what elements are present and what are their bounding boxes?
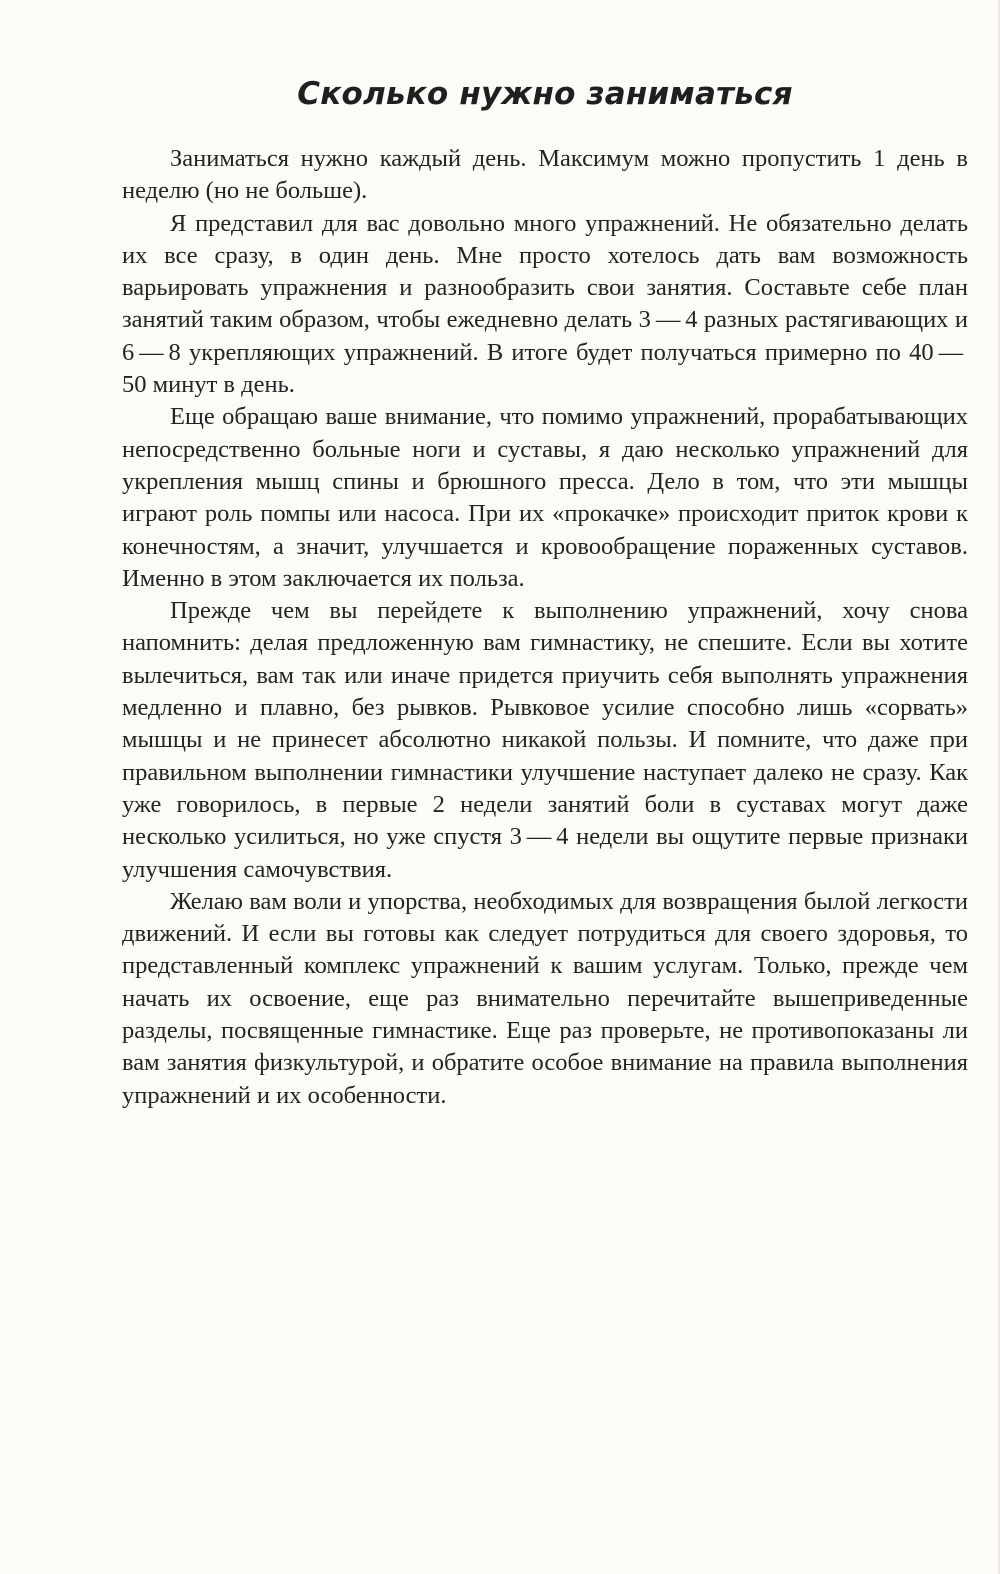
paragraph-5: Желаю вам воли и упорства, необходимых для возвращения былой легкости движений. И если вы готовы как следует потрудиться для своего здоровья, то представленный комплекс упражнений к вашим услугам. Только, прежде чем начать их освоение, еще раз внимательно перечитайте вышеприведенные разделы, посвященные гимнастике. Еще раз проверьте, не противопоказаны ли вам занятия физкультурой, и обратите особое внимание на правила выполнения упражнений и их особенности. [122, 887, 968, 1109]
paragraph-2: Я представил для вас довольно много упражнений. Не обязательно делать их все сразу, в один день. Мне просто хотелось дать вам возможность варьировать упражнения и разнообразить свои занятия. Составьте себе план занятий таким образом, чтобы ежедневно делать 3 — 4 разных растягивающих и 6 — 8 укрепляющих упражнений. В итоге будет получаться примерно по 40 — 50 минут в день. [122, 209, 968, 399]
paragraph-3: Еще обращаю ваше внимание, что помимо упражнений, прорабатывающих непосредственно больные ноги и суставы, я даю несколько упражнений для укрепления мышц спины и брюшного пресса. Дело в том, что эти мышцы играют роль помпы или насоса. При их «прокачке» происходит приток крови к конечностям, а значит, улучшается и кровообращение пораженных суставов. Именно в этом заключается их польза. [122, 403, 968, 592]
page-title: Сколько нужно заниматься [297, 76, 793, 112]
body-text [122, 143, 968, 1112]
paragraph-4: Прежде чем вы перейдете к выполнению упражнений, хочу снова напомнить: делая предложенную вам гимнастику, не спешите. Если вы хотите вылечиться, вам так или иначе придется приучить себя выполнять упражнения медленно и плавно, без рывков. Рывковое усилие способно лишь «сорвать» мышцы и не принесет абсолютно никакой пользы. И помните, что даже при правильном выполнении гимнастики улучшение наступает далеко не сразу. Как уже говорилось, в первые 2 недели занятий боли в суставах могут даже несколько усилиться, но уже спустя 3 — 4 недели вы ощутите первые признаки улучшения самочувствия. [122, 597, 968, 883]
paragraph-1: Заниматься нужно каждый день. Максимум можно пропустить 1 день в неделю (но не больше). [122, 145, 968, 205]
